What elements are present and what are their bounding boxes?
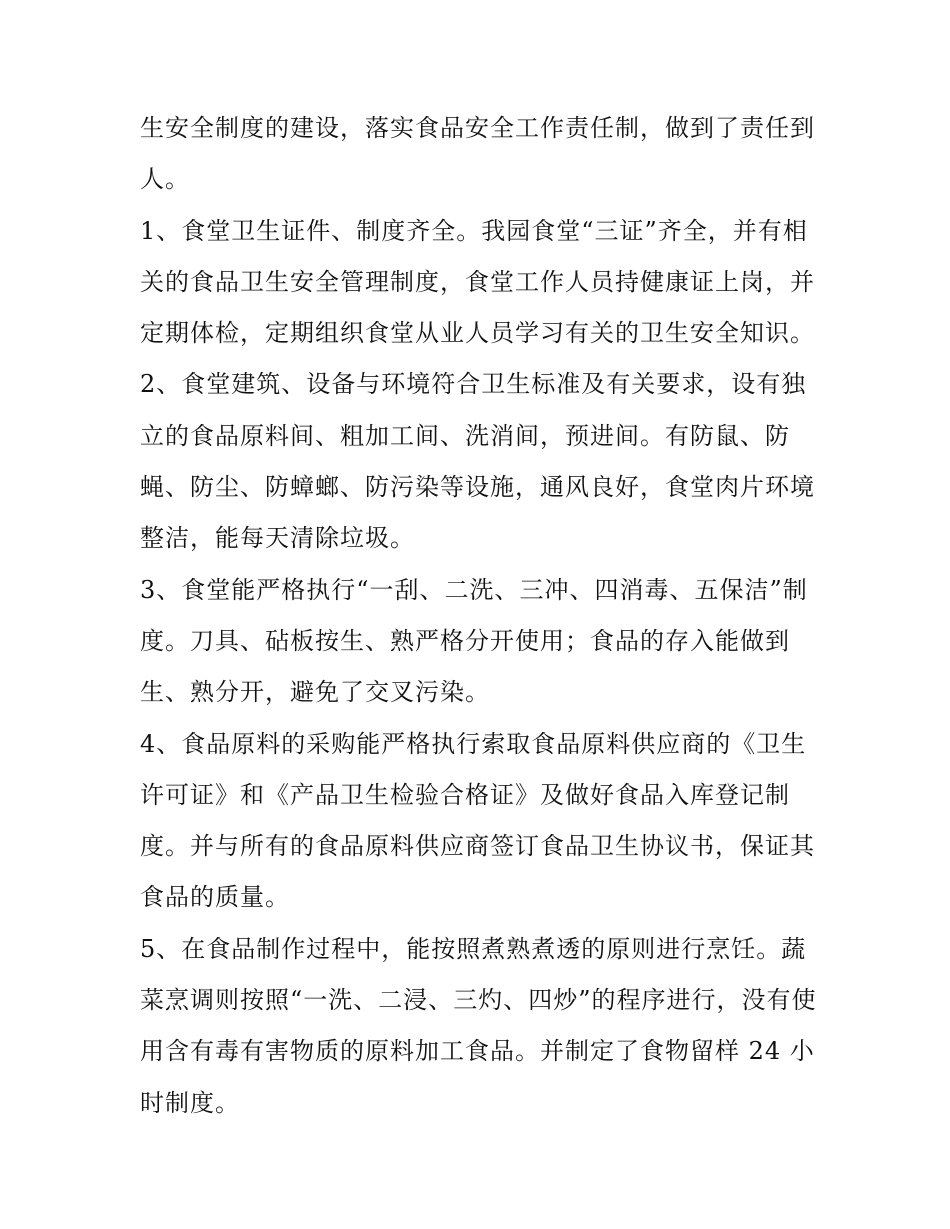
- text-line: 5、在食品制作过程中，能按照煮熟煮透的原则进行烹饪。蔬: [140, 934, 807, 963]
- text-line: 生、熟分开，避免了交叉污染。: [140, 678, 490, 707]
- text-line: 立的食品原料间、粗加工间、洗消间，预进间。有防鼠、防: [140, 421, 790, 450]
- document-body: [140, 103, 820, 1129]
- text-line: 定期体检，定期组织食堂从业人员学习有关的卫生安全知识。: [140, 319, 815, 348]
- text-line: 4、食品原料的采购能严格执行索取食品原料供应商的《卫生: [140, 729, 807, 758]
- text-line: 2、食堂建筑、设备与环境符合卫生标准及有关要求，设有独: [140, 370, 807, 399]
- text-line: 时制度。: [140, 1088, 240, 1117]
- text-line: 3、食堂能严格执行“一刮、二洗、三冲、四消毒、五保洁”制: [140, 575, 808, 604]
- text-line: 人。: [140, 165, 190, 194]
- text-line: 整洁，能每天清除垃圾。: [140, 524, 415, 553]
- text-line: 度。并与所有的食品原料供应商签订食品卫生协议书，保证其: [140, 832, 815, 861]
- text-line: 菜烹调则按照“一洗、二浸、三灼、四炒”的程序进行，没有使: [140, 986, 817, 1015]
- text-line: 度。刀具、砧板按生、熟严格分开使用；食品的存入能做到: [140, 626, 790, 655]
- text-line: 蝇、防尘、防蟑螂、防污染等设施，通风良好，食堂肉片环境: [140, 473, 815, 502]
- text-line: 1、食堂卫生证件、制度齐全。我园食堂“三证”齐全，并有相: [140, 216, 808, 245]
- text-line: 用含有毒有害物质的原料加工食品。并制定了食物留样 24 小: [140, 1037, 815, 1066]
- text-line: 关的食品卫生安全管理制度，食堂工作人员持健康证上岗，并: [140, 267, 815, 296]
- text-line: 许可证》和《产品卫生检验合格证》及做好食品入库登记制: [140, 780, 790, 809]
- text-line: 食品的质量。: [140, 883, 290, 912]
- text-line: 生安全制度的建设，落实食品安全工作责任制，做到了责任到: [140, 114, 815, 142]
